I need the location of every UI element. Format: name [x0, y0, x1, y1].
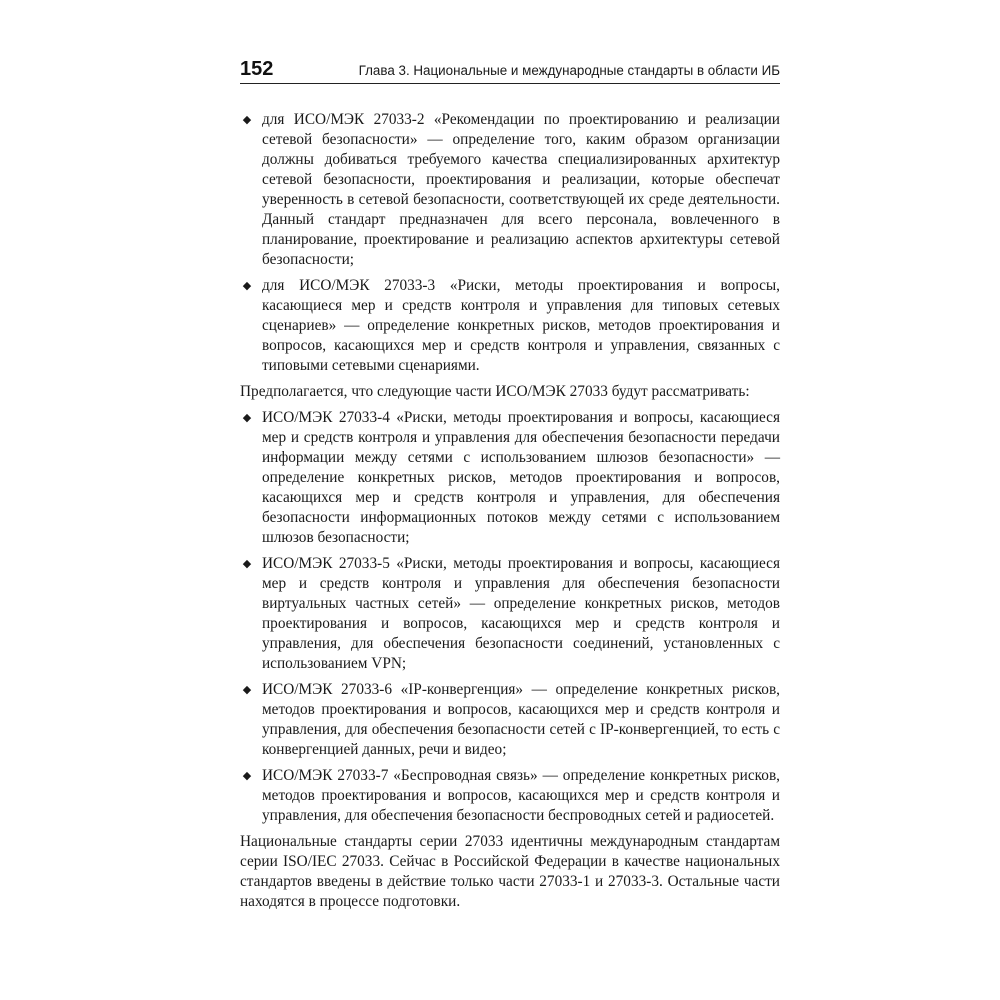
bullet-list-future-parts	[240, 408, 780, 826]
diamond-bullet-icon: ◆	[242, 412, 252, 424]
page-header	[240, 52, 780, 84]
list-item	[240, 680, 780, 760]
list-item-text: ИСО/МЭК 27033-5 «Риски, методы проектирования и вопросы, касающиеся мер и средств контроля и управления для обеспечения безопасности виртуальных частных сетей» — определение конкретных рисков, методов проектирования и вопросов, касающихся мер и средств контроля и управления, для обеспечения безопасности соединений, установленных с использованием VPN;	[262, 555, 780, 672]
book-page	[240, 52, 780, 918]
running-head: Глава 3. Национальные и международные стандарты в области ИБ	[358, 63, 780, 78]
intro-paragraph: Предполагается, что следующие части ИСО/МЭК 27033 будут рассматривать:	[240, 383, 750, 400]
list-item-text: для ИСО/МЭК 27033-2 «Рекомендации по проектированию и реализации сетевой безопасности» — определение того, каким образом организации должны добиваться требуемого качества специализированных архитектур сетевой безопасности, проектирования и реализации, которые обеспечат уверенность в сетевой безопасности, соответствующей их среде деятельности. Данный стандарт предназначен для всего персонала, вовлеченного в планирование, проектирование и реализацию аспектов архитектуры сетевой безопасности;	[262, 111, 780, 268]
diamond-bullet-icon: ◆	[242, 280, 252, 292]
page-number: 152	[240, 58, 274, 80]
list-item-text: ИСО/МЭК 27033-4 «Риски, методы проектирования и вопросы, касающиеся мер и средств контроля и управления для обеспечения безопасности передачи информации между сетями с использованием шлюзов безопасности» — определение конкретных рисков, методов проектирования и вопросов, касающихся мер и средств контроля и управления, для обеспечения безопасности информационных потоков между сетями с использованием шлюзов безопасности;	[262, 409, 780, 546]
list-item-text: для ИСО/МЭК 27033-3 «Риски, методы проектирования и вопросы, касающиеся мер и средств контроля и управления для типовых сетевых сценариев» — определение конкретных рисков, методов проектирования и вопросов, касающихся мер и средств контроля и управления, связанных с типовыми сетевыми сценариями.	[262, 277, 780, 374]
list-item-text: ИСО/МЭК 27033-7 «Беспроводная связь» — определение конкретных рисков, методов проектирования и вопросов, касающихся мер и средств контроля и управления, для обеспечения безопасности беспроводных сетей и радиосетей.	[262, 767, 780, 824]
page-body	[240, 110, 780, 912]
list-item-text: ИСО/МЭК 27033-6 «IP-конвергенция» — определение конкретных рисков, методов проектирования и вопросов, касающихся мер и средств контроля и управления, для обеспечения безопасности сетей с IP-конвергенцией, то есть с конвергенцией данных, речи и видео;	[262, 681, 780, 758]
list-item	[240, 110, 780, 270]
bullet-list-current-parts	[240, 110, 780, 376]
diamond-bullet-icon: ◆	[242, 558, 252, 570]
list-item	[240, 276, 780, 376]
list-item	[240, 766, 780, 826]
diamond-bullet-icon: ◆	[242, 114, 252, 126]
list-item	[240, 408, 780, 548]
diamond-bullet-icon: ◆	[242, 684, 252, 696]
list-item	[240, 554, 780, 674]
diamond-bullet-icon: ◆	[242, 770, 252, 782]
closing-paragraph: Национальные стандарты серии 27033 идентичны международным стандартам серии ISO/IEC 27033. Сейчас в Российской Федерации в качестве национальных стандартов введены в действие только части 27033-1 и 27033-3. Остальные части находятся в процессе подготовки.	[240, 833, 780, 910]
